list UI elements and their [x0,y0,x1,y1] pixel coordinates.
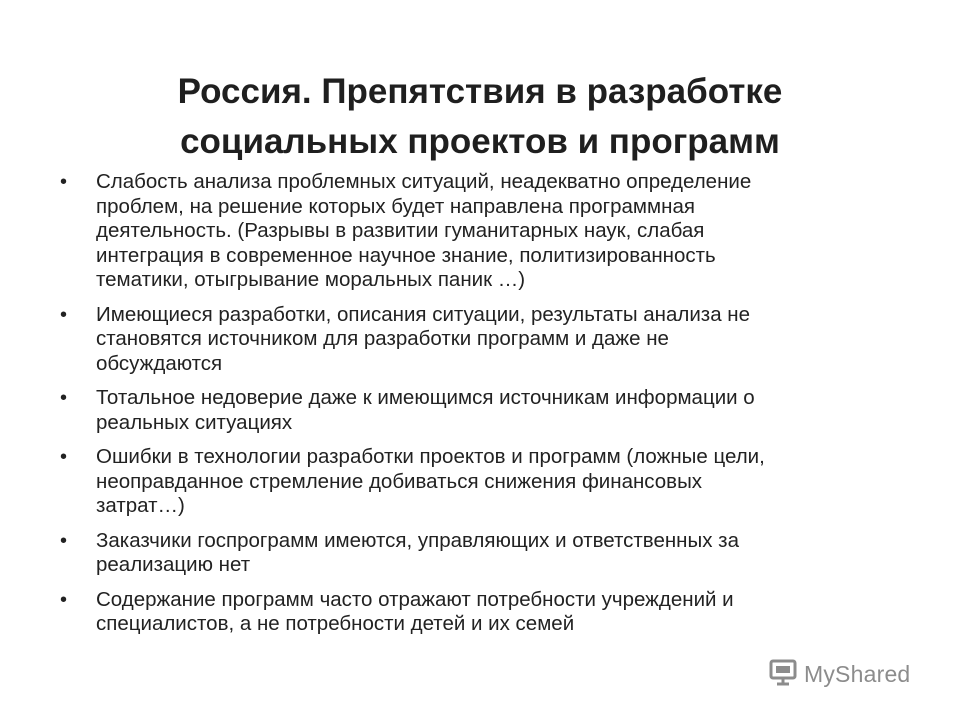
watermark-text: MyShared [804,660,911,687]
bullet-item [60,386,920,435]
bullet-text-line: становятся источником для разработки программ и даже не [96,327,669,350]
bullet-text-line: деятельность. (Разрывы в развитии гуманитарных наук, слабая [96,219,705,242]
bullet-dot: • [60,529,68,552]
bullet-list [60,170,920,647]
bullet-item [60,445,920,519]
bullet-text-line: Ошибки в технологии разработки проектов и программ (ложные цели, [96,445,765,468]
title-line-2: социальных проектов и программ [180,122,780,162]
bullet-item [60,588,920,637]
bullet-dot: • [60,387,68,409]
title-line-1: Россия. Препятствия в разработке [177,72,783,112]
bullet-dot: • [60,588,68,611]
bullet-text-line: тематики, отыгрывание моральных паник …) [96,268,526,291]
bullet-item [60,170,920,293]
bullet-item [60,303,920,377]
bullet-text-line: специалистов, а не потребности детей и их семей [96,612,575,635]
bullet-text-line: реальных ситуациях [96,410,293,434]
bullet-text-line: Заказчики госпрограмм имеются, управляющих и ответственных за [96,528,739,552]
bullet-text-line: реализацию нет [96,553,251,576]
bullet-text-line: Слабость анализа проблемных ситуаций, неадекватно определение [96,170,752,193]
bullet-text-line: интеграция в современное научное знание, политизированность [96,243,716,267]
bullet-text-line: Тотальное недоверие даже к имеющимся источникам информации о [96,386,755,409]
bullet-dot: • [60,303,68,326]
bullet-dot: • [60,446,68,468]
bullet-text-line: неоправданное стремление добиваться снижения финансовых [96,469,703,493]
bullet-text-line: затрат…) [96,494,185,517]
bullet-text-line: проблем, на решение которых будет направлена программная [96,194,695,218]
bullet-dot: • [60,171,68,193]
presentation-screen-icon [768,657,798,692]
slide-title [100,67,860,167]
watermark-logo[interactable] [768,656,910,692]
bullet-item [60,529,920,578]
bullet-text-line: Имеющиеся разработки, описания ситуации, результаты анализа не [96,302,751,326]
bullet-text-line: Содержание программ часто отражают потребности учреждений и [96,587,734,611]
bullet-text-line: обсуждаются [96,351,223,375]
